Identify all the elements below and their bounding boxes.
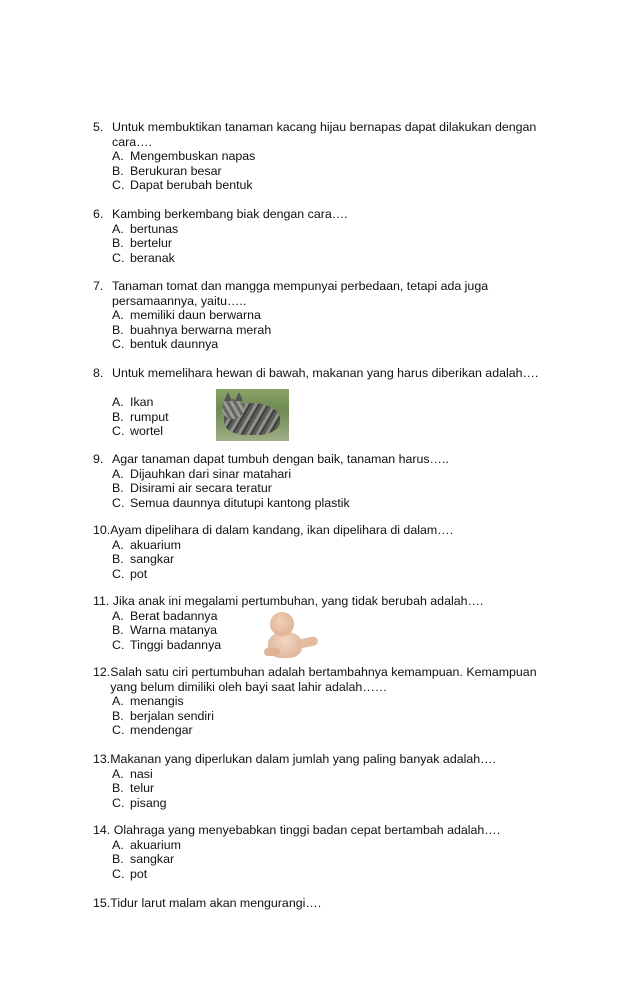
question-text: Jika anak ini megalami pertumbuhan, yang tidak berubah adalah…. xyxy=(109,594,484,608)
option-a: A. Mengembuskan napas xyxy=(112,149,256,164)
question-number: 10. xyxy=(93,523,111,537)
option-b: B. telur xyxy=(112,781,155,796)
cat-photo xyxy=(216,389,289,441)
question-14 xyxy=(93,823,563,881)
question-number: 15. xyxy=(93,896,111,910)
question-12 xyxy=(93,665,563,738)
question-text: Untuk membuktikan tanaman kacang hijau bernapas dapat dilakukan dengan cara…. xyxy=(112,120,537,149)
question-10 xyxy=(93,523,563,581)
question-number: 12. xyxy=(93,665,111,679)
option-a: A. akuarium xyxy=(112,837,181,852)
option-a: A. nasi xyxy=(112,766,153,781)
question-text: Tidur larut malam akan mengurangi…. xyxy=(110,896,322,910)
option-b: B. Berukuran besar xyxy=(112,163,222,178)
option-b: B. berjalan sendiri xyxy=(112,708,215,723)
question-number: 13. xyxy=(93,752,111,766)
option-b: B. Warna matanya xyxy=(112,623,218,638)
option-a: A. menangis xyxy=(112,694,184,709)
option-b: B. Disirami air secara teratur xyxy=(112,481,272,496)
option-b: B. sangkar xyxy=(112,852,175,867)
option-b: B. buahnya berwarna merah xyxy=(112,322,272,337)
option-c: C. pot xyxy=(112,866,148,881)
option-c: C. pisang xyxy=(112,795,167,810)
option-c: C. beranak xyxy=(112,250,175,265)
baby-photo xyxy=(262,610,320,662)
question-text: Makanan yang diperlukan dalam jumlah yang paling banyak adalah…. xyxy=(110,752,496,766)
question-13 xyxy=(93,752,563,810)
question-number: 7. xyxy=(93,279,104,293)
question-number: 8. xyxy=(93,366,104,380)
option-c: C. wortel xyxy=(112,424,164,439)
option-a: A. bertunas xyxy=(112,221,179,236)
option-c: C. Tinggi badannya xyxy=(112,637,222,652)
question-text: Agar tanaman dapat tumbuh dengan baik, tanaman harus….. xyxy=(112,452,449,466)
option-b: B. bertelur xyxy=(112,236,173,251)
option-c: C. bentuk daunnya xyxy=(112,337,219,352)
question-number: 5. xyxy=(93,120,104,134)
question-text: Tanaman tomat dan mangga mempunyai perbedaan, tetapi ada juga persamaannya, yaitu….. xyxy=(112,279,489,308)
question-11 xyxy=(93,594,563,652)
option-c: C. mendengar xyxy=(112,723,193,738)
question-15 xyxy=(93,896,563,911)
option-b: B. rumput xyxy=(112,409,169,424)
option-a: A. memiliki daun berwarna xyxy=(112,308,261,323)
option-a: A. Berat badannya xyxy=(112,608,218,623)
question-8 xyxy=(93,366,563,439)
question-text: Kambing berkembang biak dengan cara…. xyxy=(112,207,348,221)
question-number: 6. xyxy=(93,207,104,221)
question-number: 9. xyxy=(93,452,104,466)
question-text: Untuk memelihara hewan di bawah, makanan yang harus diberikan adalah…. xyxy=(112,366,539,380)
option-a: A. akuarium xyxy=(112,537,181,552)
question-text: Olahraga yang menyebabkan tinggi badan cepat bertambah adalah…. xyxy=(110,823,501,837)
question-5 xyxy=(93,120,563,193)
option-a: A. Dijauhkan dari sinar matahari xyxy=(112,466,292,481)
question-6 xyxy=(93,207,563,265)
question-number: 11. xyxy=(93,594,110,608)
question-7 xyxy=(93,279,563,352)
option-a: A. Ikan xyxy=(112,395,154,410)
option-c: C. Dapat berubah bentuk xyxy=(112,178,253,193)
question-text: Salah satu ciri pertumbuhan adalah bertambahnya kemampuan. Kemampuan yang belum dimiliki oleh bayi saat lahir adalah…… xyxy=(110,665,537,694)
question-number: 14. xyxy=(93,823,111,837)
question-text: Ayam dipelihara di dalam kandang, ikan dipelihara di dalam…. xyxy=(110,523,454,537)
question-9 xyxy=(93,452,563,510)
option-c: C. Semua daunnya ditutupi kantong plastik xyxy=(112,495,350,510)
option-b: B. sangkar xyxy=(112,552,175,567)
option-c: C. pot xyxy=(112,566,148,581)
